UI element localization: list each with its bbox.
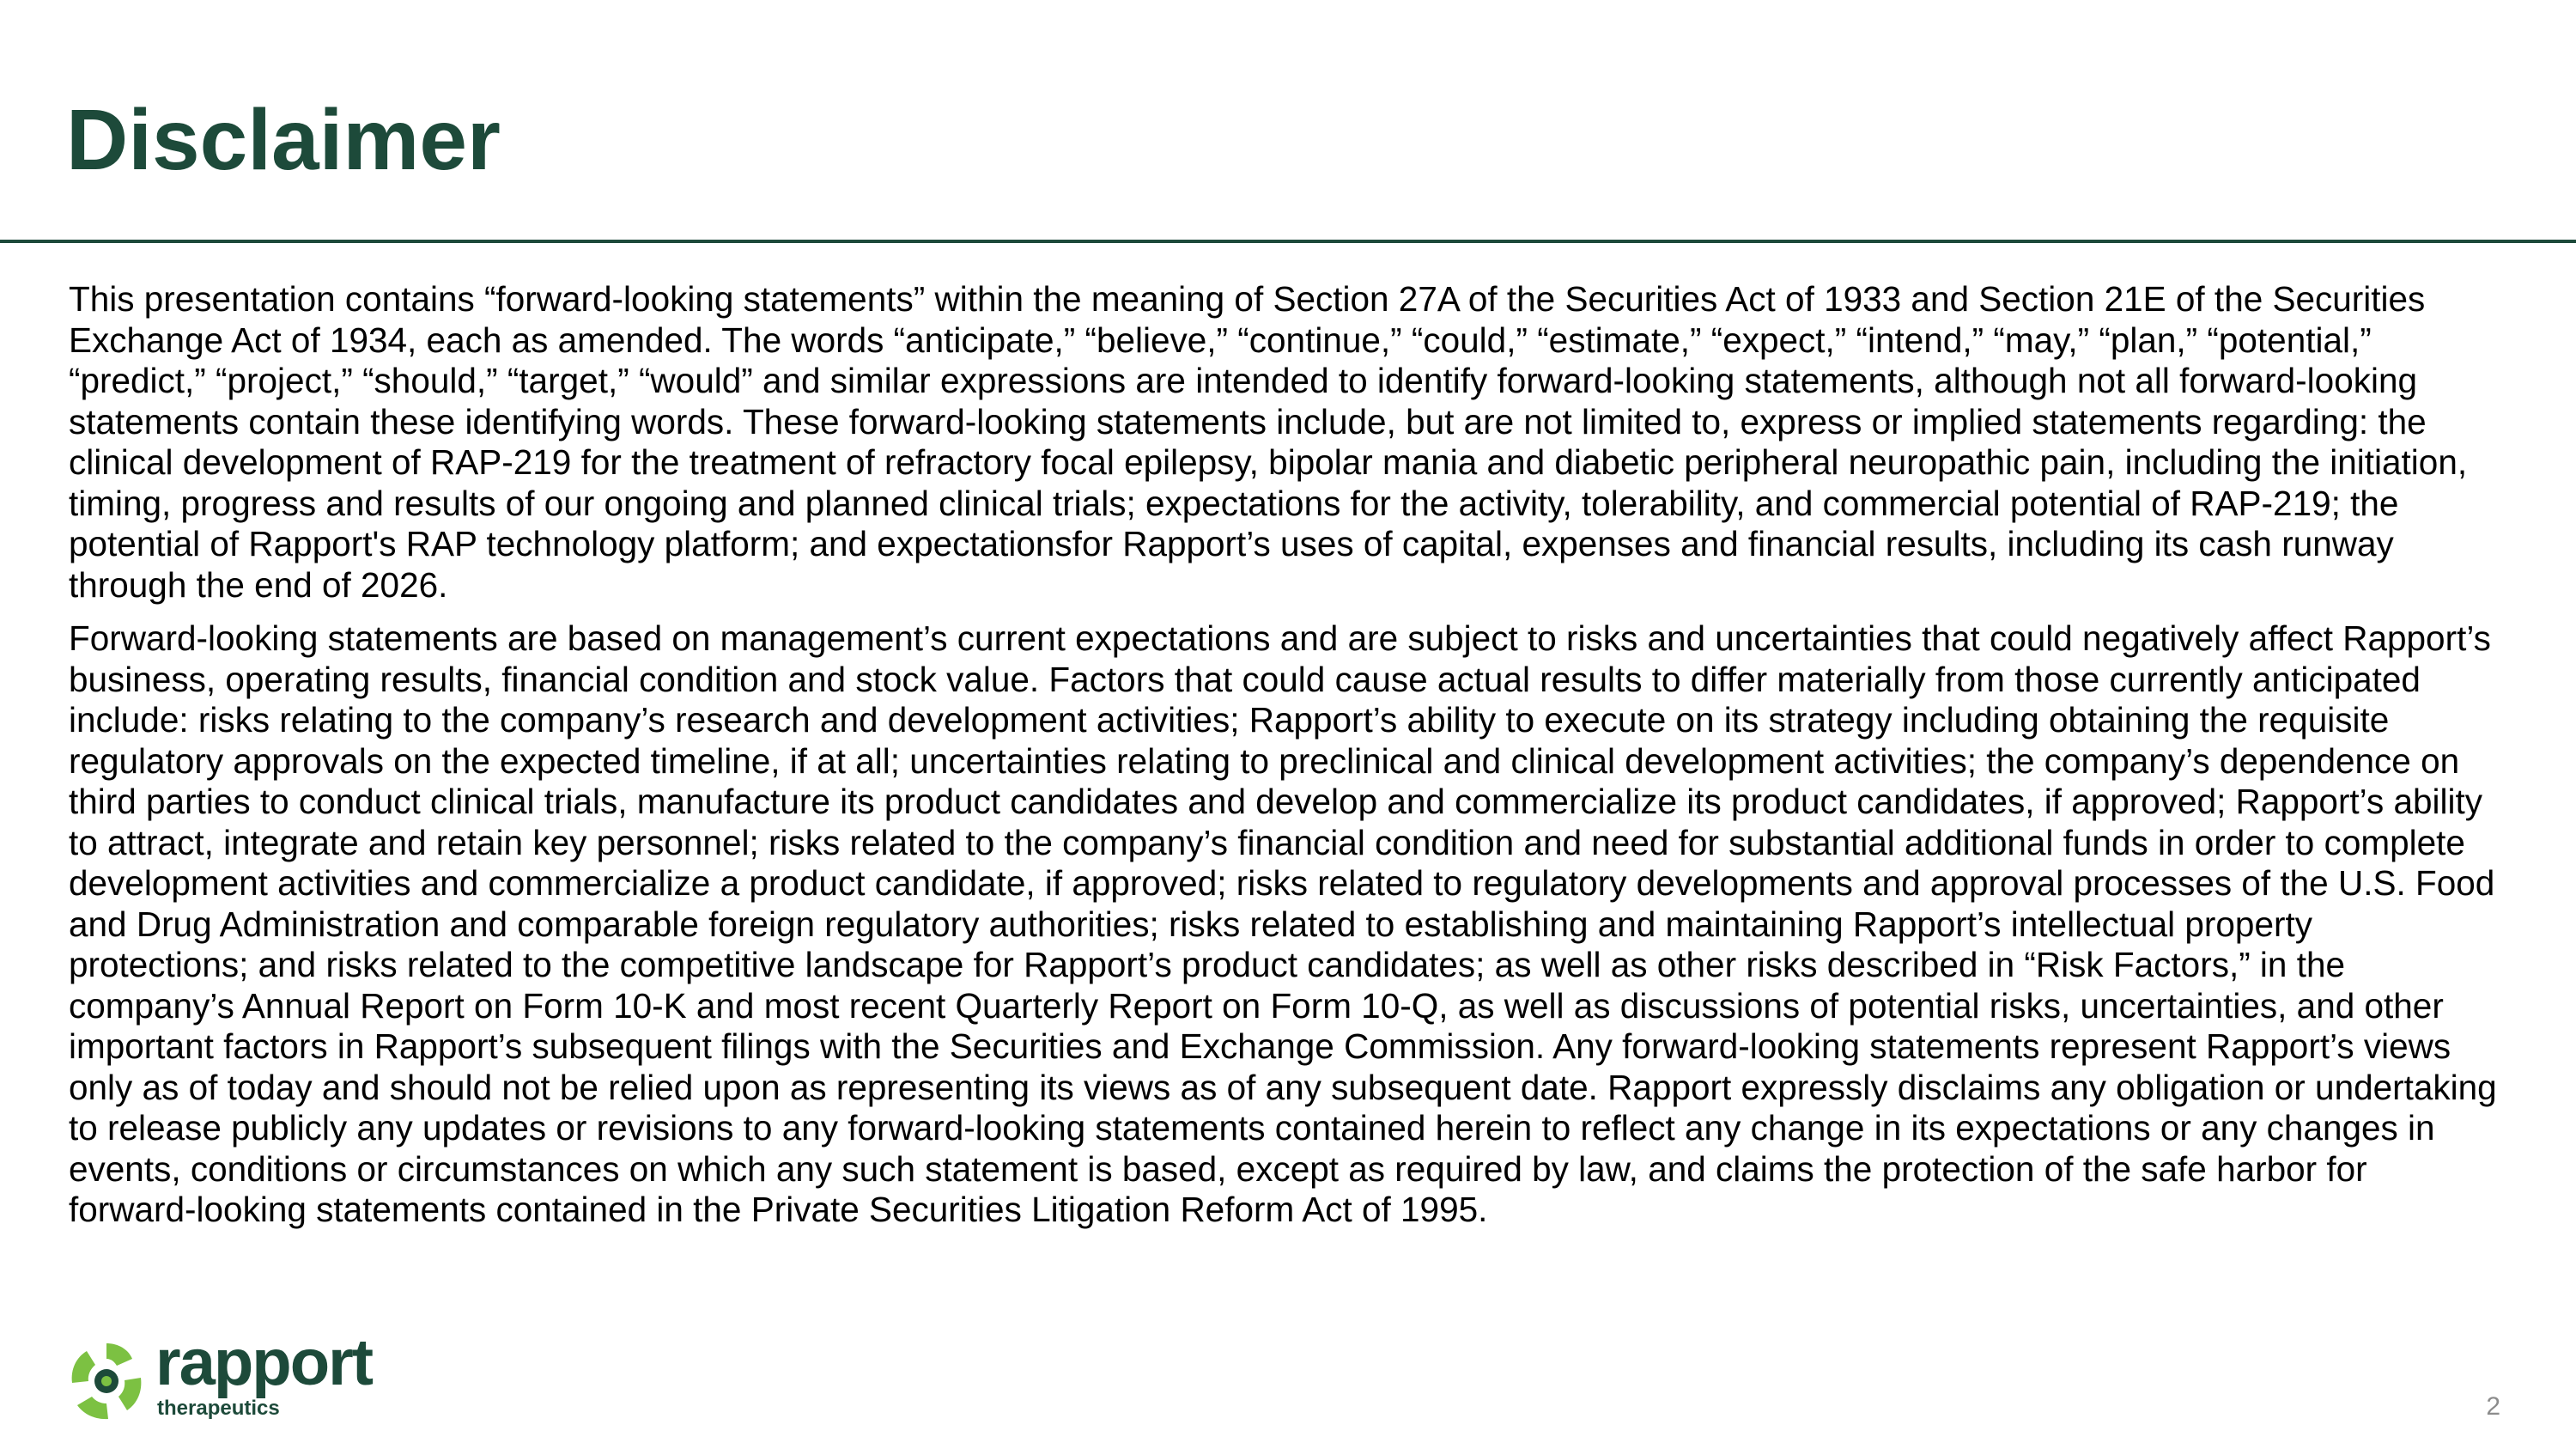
logo-subtitle: therapeutics [157,1397,280,1420]
company-logo [65,1326,392,1433]
rapport-logo-icon [65,1338,148,1422]
disclaimer-body [69,279,2499,1231]
disclaimer-paragraph-2: Forward-looking statements are based on management’s current expectations and are subject to risks and uncertainties that could negatively affect Rapport’s business, operating results, financial condition and stock value. Factors that could cause actual results to differ materially from those currently anticipated include: risks relating to the company’s research and development activities; Rapport’s ability to execute on its strategy including obtaining the requisite regulatory approvals on the expected timeline, if at all; uncertainties relating to preclinical and clinical development activities; the company’s dependence on third parties to conduct clinical trials, manufacture its product candidates and develop and commercialize its product candidates, if approved; Rapport’s ability to attract, integrate and retain key personnel; risks related to the company’s financial condition and need for substantial additional funds in order to complete development activities and commercialize a product candidate, if approved; risks related to regulatory developments and approval processes of the U.S. Food and Drug Administration and comparable foreign regulatory authorities; risks related to establishing and maintaining Rapport’s intellectual property protections; and risks related to the competitive landscape for Rapport’s product candidates; as well as other risks described in “Risk Factors,” in the company’s Annual Report on Form 10-K and most recent Quarterly Report on Form 10-Q, as well as discussions of potential risks, uncertainties, and other important factors in Rapport’s subsequent filings with the Securities and Exchange Commission. Any forward-looking statements represent Rapport’s views only as of today and should not be relied upon as representing its views as of any subsequent date. Rapport expressly disclaims any obligation or undertaking to release publicly any updates or revisions to any forward-looking statements contained herein to reflect any change in its expectations or any changes in events, conditions or circumstances on which any such statement is based, except as required by law, and claims the protection of the safe harbor for forward-looking statements contained in the Private Securities Litigation Reform Act of 1995. [69,618,2497,1229]
title-divider [0,240,2576,243]
logo-wordmark: rapport [155,1326,372,1399]
page-number: 2 [2486,1392,2500,1421]
disclaimer-paragraph-1: This presentation contains “forward-looking statements” within the meaning of Section 27A of the Securities Act of 1933 and Section 21E of the Securities Exchange Act of 1934, each as amended. The words “anticipate,” “believe,” “continue,” “could,” “estimate,” “expect,” “intend,” “may,” “plan,” “potential,” “predict,” “project,” “should,” “target,” “would” and similar expressions are intended to identify forward-looking statements, although not all forward-looking statements contain these identifying words. These forward-looking statements include, but are not limited to, express or implied statements regarding: the clinical development of RAP-219 for the treatment of refractory focal epilepsy, bipolar mania and diabetic peripheral neuropathic pain, including the initiation, timing, progress and results of our ongoing and planned clinical trials; expectations for the activity, tolerability, and commercial potential of RAP-219; the potential of Rapport's RAP technology platform; and expectationsfor Rapport’s uses of capital, expenses and financial results, including its cash runway through the end of 2026. [69,279,2468,605]
slide-title: Disclaimer [66,92,501,188]
